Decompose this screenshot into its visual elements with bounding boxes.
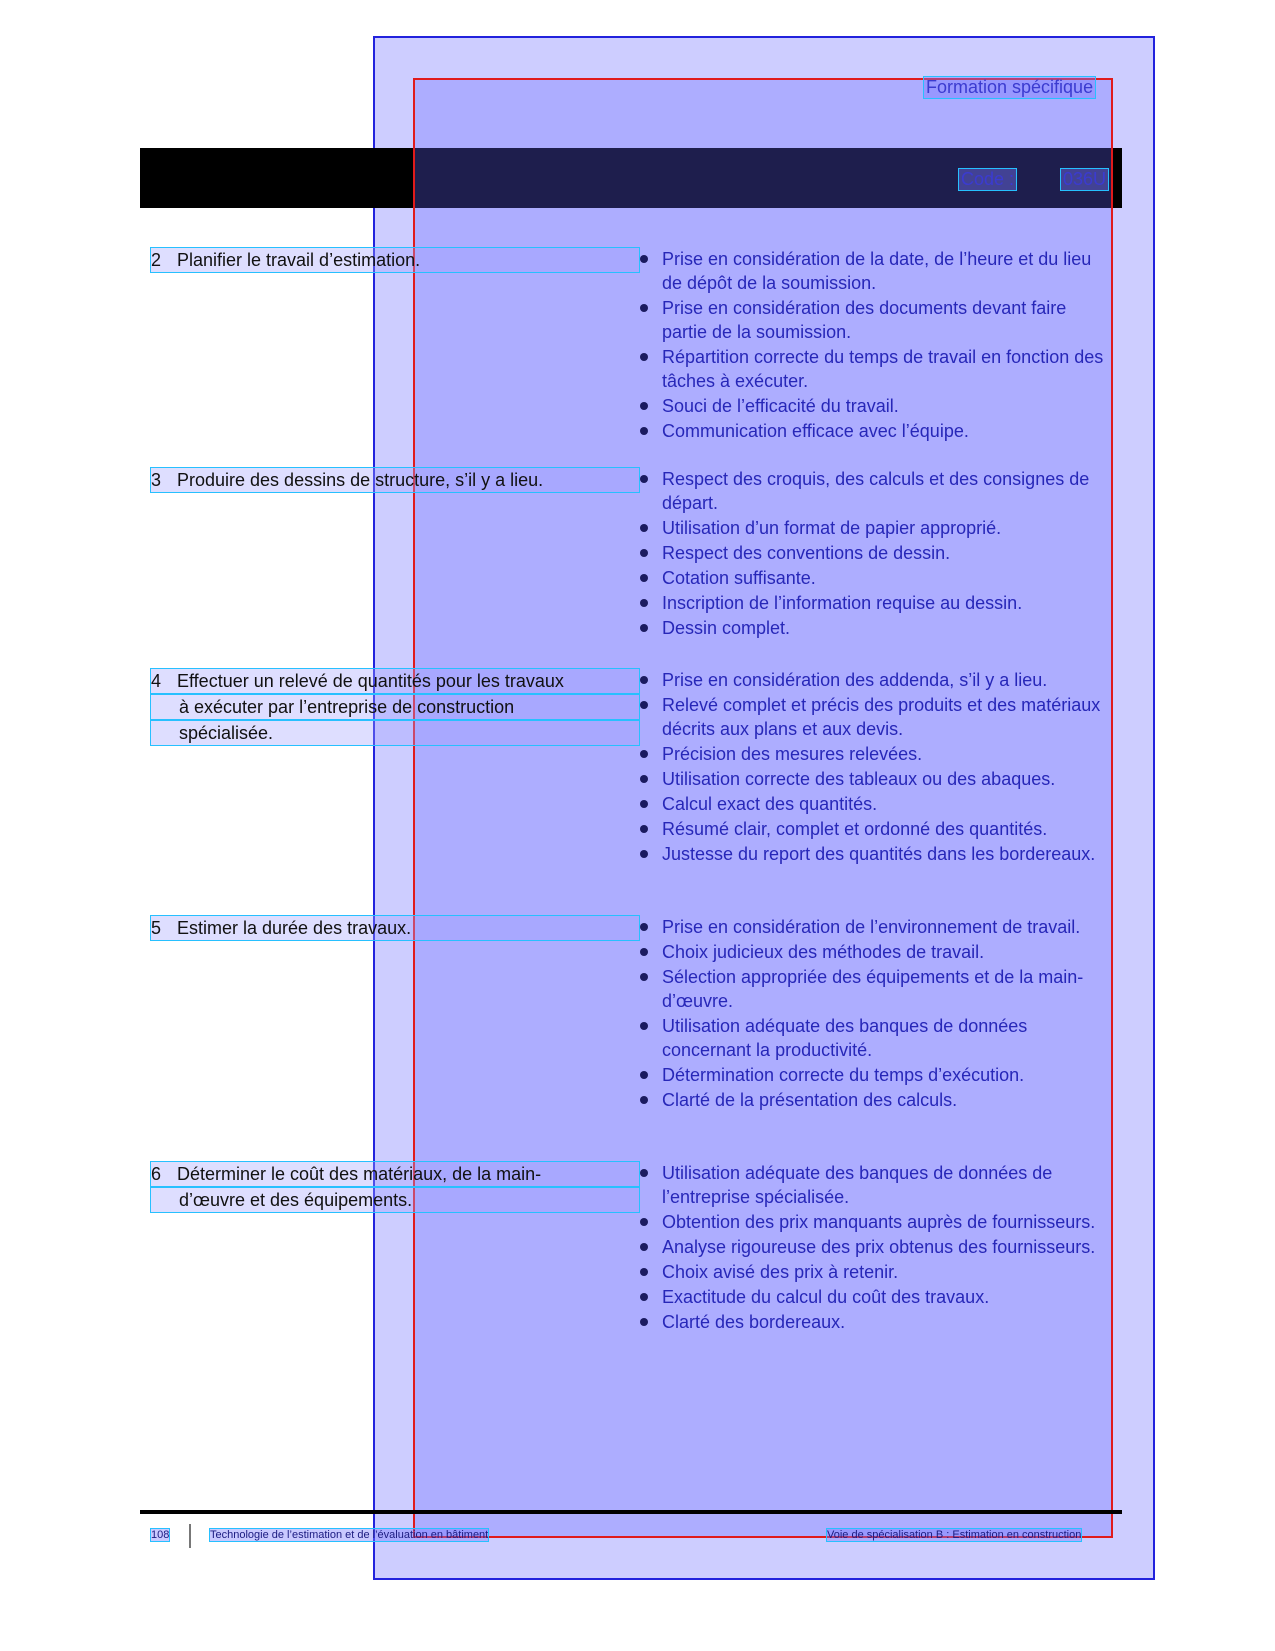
criterion: Choix avisé des prix à retenir. — [640, 1260, 1110, 1284]
criterion: Sélection appropriée des équipements et de la main-d’œuvre. — [640, 965, 1110, 1013]
bullet-icon — [640, 948, 648, 956]
criterion: Obtention des prix manquants auprès de fournisseurs. — [640, 1210, 1110, 1234]
bullet-icon — [640, 1268, 648, 1276]
criterion: Respect des croquis, des calculs et des consignes de départ. — [640, 467, 1110, 515]
step-3 — [150, 467, 640, 493]
step-4 — [150, 668, 640, 746]
bullet-icon — [640, 427, 648, 435]
criterion: Souci de l’efficacité du travail. — [640, 394, 1110, 418]
footer-separator — [189, 1524, 191, 1548]
criterion: Communication efficace avec l’équipe. — [640, 419, 1110, 443]
bullet-icon — [640, 1218, 648, 1226]
criteria-list-5 — [640, 915, 1110, 1113]
criterion: Utilisation adéquate des banques de données concernant la productivité. — [640, 1014, 1110, 1062]
criterion: Précision des mesures relevées. — [640, 742, 1110, 766]
bullet-icon — [640, 1243, 648, 1251]
criteria-list-3 — [640, 467, 1110, 641]
code-label: Code : — [958, 168, 1017, 191]
bullet-icon — [640, 676, 648, 684]
criterion: Exactitude du calcul du coût des travaux. — [640, 1285, 1110, 1309]
criterion: Calcul exact des quantités. — [640, 792, 1110, 816]
program-title: Technologie de l’estimation et de l’évaluation en bâtiment — [210, 1529, 489, 1541]
step-title: Produire des dessins de structure, s’il y a lieu. — [177, 470, 544, 490]
criterion: Dessin complet. — [640, 616, 1110, 640]
criterion: Prise en considération des addenda, s’il y a lieu. — [640, 668, 1110, 692]
bullet-icon — [640, 1318, 648, 1326]
step-title-line: spécialisée. — [150, 720, 640, 746]
criterion: Répartition correcte du temps de travail en fonction des tâches à exécuter. — [640, 345, 1110, 393]
criterion: Utilisation adéquate des banques de données de l’entreprise spécialisée. — [640, 1161, 1110, 1209]
step-title: Estimer la durée des travaux. — [177, 918, 412, 938]
step-number: 6 — [151, 1164, 162, 1184]
criterion: Prise en considération de la date, de l’heure et du lieu de dépôt de la soumission. — [640, 247, 1110, 295]
step-number: 4 — [151, 671, 162, 691]
step-title: Déterminer le coût des matériaux, de la main- — [177, 1164, 542, 1184]
criterion: Clarté de la présentation des calculs. — [640, 1088, 1110, 1112]
step-number: 3 — [151, 470, 162, 490]
criterion: Utilisation d’un format de papier approprié. — [640, 516, 1110, 540]
step-6 — [150, 1161, 640, 1213]
step-number: 2 — [151, 250, 162, 270]
criterion: Détermination correcte du temps d’exécution. — [640, 1063, 1110, 1087]
step-5 — [150, 915, 640, 941]
bullet-icon — [640, 1022, 648, 1030]
criterion: Prise en considération de l’environnement de travail. — [640, 915, 1110, 939]
criterion: Inscription de l’information requise au dessin. — [640, 591, 1110, 615]
criterion: Respect des conventions de dessin. — [640, 541, 1110, 565]
bullet-icon — [640, 775, 648, 783]
section-title: Formation spécifique — [923, 76, 1096, 99]
criterion: Relevé complet et précis des produits et des matériaux décrits aux plans et aux devis. — [640, 693, 1110, 741]
criterion: Résumé clair, complet et ordonné des quantités. — [640, 817, 1110, 841]
bullet-icon — [640, 549, 648, 557]
step-title: Effectuer un relevé de quantités pour les travaux — [177, 671, 564, 691]
criteria-list-4 — [640, 668, 1110, 867]
bullet-icon — [640, 1293, 648, 1301]
bullet-icon — [640, 475, 648, 483]
bullet-icon — [640, 850, 648, 858]
criterion: Utilisation correcte des tableaux ou des abaques. — [640, 767, 1110, 791]
bullet-icon — [640, 624, 648, 632]
code-value: 036U — [1060, 168, 1109, 191]
bullet-icon — [640, 524, 648, 532]
bullet-icon — [640, 800, 648, 808]
criteria-list-2 — [640, 247, 1110, 444]
bullet-icon — [640, 599, 648, 607]
bullet-icon — [640, 255, 648, 263]
criteria-list-6 — [640, 1161, 1110, 1335]
bullet-icon — [640, 825, 648, 833]
step-title-line: d’œuvre et des équipements. — [150, 1187, 640, 1213]
step-2 — [150, 247, 640, 273]
criterion: Cotation suffisante. — [640, 566, 1110, 590]
bullet-icon — [640, 1169, 648, 1177]
bullet-icon — [640, 304, 648, 312]
bullet-icon — [640, 750, 648, 758]
criterion: Justesse du report des quantités dans les bordereaux. — [640, 842, 1110, 866]
criterion: Clarté des bordereaux. — [640, 1310, 1110, 1334]
bullet-icon — [640, 701, 648, 709]
bullet-icon — [640, 923, 648, 931]
step-title-line: à exécuter par l’entreprise de construction — [150, 694, 640, 720]
bullet-icon — [640, 1096, 648, 1104]
bullet-icon — [640, 353, 648, 361]
bullet-icon — [640, 973, 648, 981]
page-number: 108 — [151, 1529, 170, 1541]
step-number: 5 — [151, 918, 162, 938]
footer-rule — [140, 1510, 1122, 1514]
step-title: Planifier le travail d’estimation. — [177, 250, 421, 270]
criterion: Choix judicieux des méthodes de travail. — [640, 940, 1110, 964]
bullet-icon — [640, 1071, 648, 1079]
criterion: Prise en considération des documents devant faire partie de la soumission. — [640, 296, 1110, 344]
bullet-icon — [640, 574, 648, 582]
bullet-icon — [640, 402, 648, 410]
track-title: Voie de spécialisation B : Estimation en construction — [827, 1529, 1082, 1541]
criterion: Analyse rigoureuse des prix obtenus des fournisseurs. — [640, 1235, 1110, 1259]
